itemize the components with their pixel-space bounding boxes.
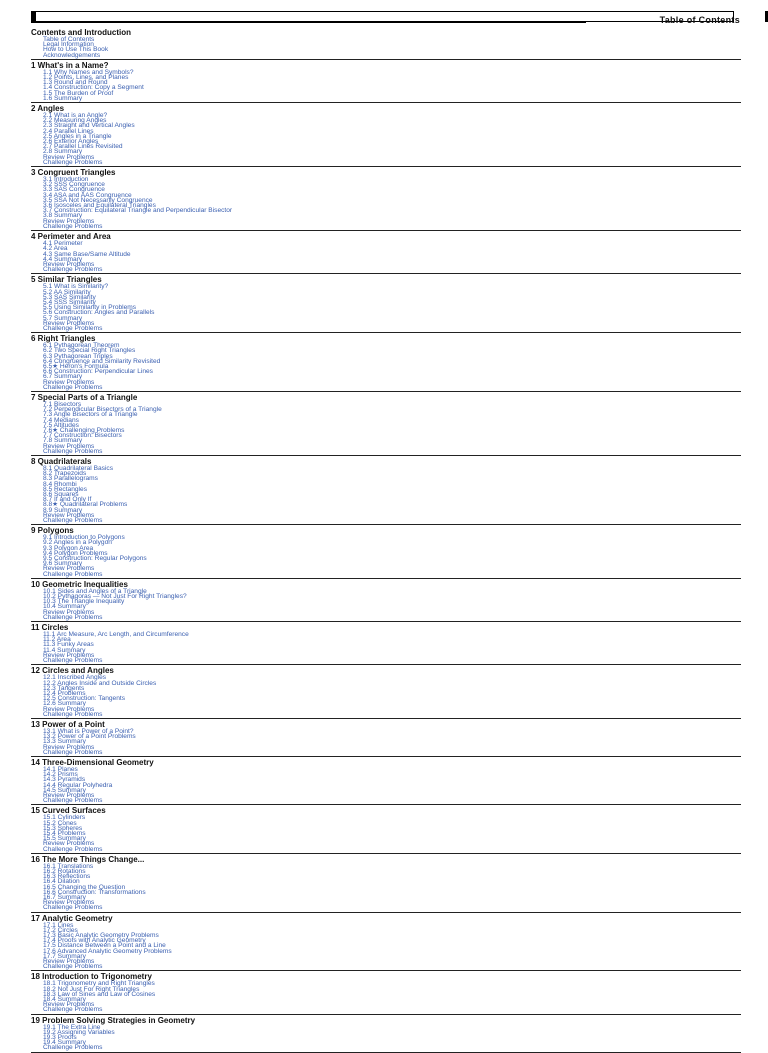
chapter-section (31, 972, 741, 1014)
toc-link[interactable]: 6.2 Two Special Right Triangles (43, 347, 136, 355)
table-of-contents (31, 27, 741, 1053)
toc-link[interactable]: 3.1 Introduction (43, 176, 89, 184)
toc-link[interactable]: 9.2 Angles in a Polygon (43, 539, 112, 547)
toc-link[interactable]: 7.6★ Challenging Problems (43, 426, 125, 434)
toc-link[interactable]: 9.1 Introduction to Polygons (43, 534, 125, 542)
chapter-title[interactable]: 18 Introduction to Trigonometry (31, 972, 152, 982)
chapter-title[interactable]: 9 Polygons (31, 526, 74, 536)
toc-link[interactable]: Review Problems (43, 791, 95, 799)
toc-link[interactable]: 2.1 What is an Angle? (43, 112, 108, 120)
chapter-title[interactable]: 14 Three-Dimensional Geometry (31, 757, 154, 767)
toc-link[interactable]: 7.8 Summary (43, 437, 83, 445)
toc-link[interactable]: Review Problems (43, 1001, 95, 1009)
toc-link[interactable]: 14.1 Planes (43, 765, 78, 773)
chapter-section (31, 61, 741, 103)
toc-link[interactable]: 3.4 ASA and AAS Congruence (43, 191, 132, 199)
toc-link[interactable]: Review Problems (43, 565, 95, 573)
toc-link[interactable]: 6.6 Construction: Perpendicular Lines (43, 368, 153, 376)
toc-link[interactable]: 11.1 Arc Measure, Arc Length, and Circumference (43, 631, 189, 639)
toc-link[interactable]: 13.3 Summary (43, 738, 86, 746)
toc-link[interactable]: 15.2 Cones (43, 819, 77, 827)
toc-link[interactable]: Review Problems (43, 217, 95, 225)
toc-link[interactable]: 6.3 Pythagorean Triples (43, 352, 113, 360)
toc-link[interactable]: 5.5 Using Similarity in Problems (43, 304, 137, 312)
toc-link[interactable]: 4.4 Summary (43, 255, 83, 263)
toc-link[interactable]: 8.1 Quadrilateral Basics (43, 465, 114, 472)
toc-link[interactable]: 3.6 Isosceles and Equilateral Triangles (43, 202, 156, 210)
toc-link[interactable]: 7.2 Perpendicular Bisectors of a Triangle (43, 406, 162, 414)
toc-link[interactable]: 14.3 Pyramids (43, 776, 86, 784)
toc-link[interactable]: 8.5 Rectangles (43, 485, 87, 493)
toc-link[interactable]: 5.1 What is Similarity? (43, 283, 109, 291)
header-marker-left (31, 11, 36, 22)
chapter-title[interactable]: 7 Special Parts of a Triangle (31, 392, 138, 402)
toc-link[interactable]: 7.7 Construction: Bisectors (43, 432, 122, 440)
toc-link[interactable]: 17.5 Distance Between a Point and a Line (43, 942, 166, 950)
toc-link[interactable]: Review Problems (43, 899, 95, 907)
chapter-title[interactable]: 12 Circles and Angles (31, 666, 114, 676)
chapter-title[interactable]: 1 What's in a Name? (31, 60, 109, 70)
toc-link[interactable]: 7.1 Bisectors (43, 400, 82, 408)
toc-link[interactable]: 18.2 Not Just For Right Triangles (43, 985, 140, 993)
toc-link[interactable]: Challenge Problems (43, 845, 103, 853)
toc-link[interactable]: 2.6 Exterior Angles (43, 138, 99, 146)
toc-link[interactable]: Review Problems (43, 260, 95, 268)
chapter-section (31, 1016, 741, 1053)
toc-link[interactable]: 3.3 SAS Congruence (43, 186, 105, 194)
toc-link[interactable]: How to Use This Book (43, 46, 109, 54)
toc-link[interactable]: Review Problems (43, 958, 95, 966)
toc-link[interactable]: 19.4 Summary (43, 1039, 86, 1047)
toc-link[interactable]: 10.4 Summary (43, 603, 86, 611)
toc-link[interactable]: 14.5 Summary (43, 786, 86, 794)
toc-link[interactable]: Review Problems (43, 608, 95, 616)
toc-link[interactable]: 17.4 Proofs with Analytic Geometry (43, 937, 146, 945)
toc-link[interactable]: 11.2 Area (43, 636, 71, 644)
chapter-section (31, 526, 741, 579)
chapter-title[interactable]: 17 Analytic Geometry (31, 913, 113, 923)
toc-link[interactable]: 5.7 Summary (43, 314, 83, 322)
toc-link[interactable]: 11.3 Funky Areas (43, 641, 94, 649)
toc-link[interactable]: 12.3 Tangents (43, 684, 85, 692)
toc-link[interactable]: 1.3 Round and Round (43, 79, 108, 87)
toc-link[interactable]: Review Problems (43, 705, 95, 713)
toc-link[interactable]: 16.4 Dilation (43, 878, 80, 886)
toc-link[interactable]: 7.3 Angle Bisectors of a Triangle (43, 411, 138, 419)
toc-link[interactable]: Challenge Problems (43, 266, 103, 274)
toc-link[interactable]: 19.1 The Extra Line (43, 1023, 101, 1031)
toc-link[interactable]: 17.7 Summary (43, 952, 86, 960)
toc-link[interactable]: Review Problems (43, 442, 95, 450)
toc-link[interactable]: 16.2 Rotations (43, 867, 86, 875)
toc-link[interactable]: 2.7 Parallel Lines Revisited (43, 143, 123, 151)
toc-link[interactable]: 12.1 Inscribed Angles (43, 674, 107, 682)
toc-link[interactable]: Challenge Problems (43, 570, 103, 578)
chapter-section (31, 914, 741, 972)
toc-link[interactable]: Challenge Problems (43, 613, 103, 621)
toc-link[interactable]: Review Problems (43, 651, 95, 659)
toc-link[interactable]: Challenge Problems (43, 797, 103, 805)
chapter-title[interactable]: 4 Perimeter and Area (31, 232, 111, 242)
chapter-title[interactable]: 16 The More Things Change... (31, 854, 145, 864)
chapter-section (31, 275, 741, 333)
toc-link[interactable]: 5.2 AA Similarity (43, 288, 91, 296)
toc-link[interactable]: Review Problems (43, 153, 95, 161)
toc-link[interactable]: Challenge Problems (43, 1006, 103, 1014)
header-frame (31, 11, 734, 22)
chapter-title[interactable]: 5 Similar Triangles (31, 275, 102, 285)
toc-link[interactable]: Challenge Problems (43, 383, 103, 391)
toc-link[interactable]: 13.2 Power of a Point Problems (43, 733, 136, 741)
toc-link[interactable]: 15.4 Problems (43, 829, 86, 837)
toc-link[interactable]: 14.4 Regular Polyhedra (43, 781, 113, 789)
toc-link[interactable]: 2.5 Angles in a Triangle (43, 132, 112, 140)
header-rule (31, 22, 586, 23)
toc-link[interactable]: 2.8 Summary (43, 148, 83, 156)
chapter-section (31, 28, 741, 60)
toc-link[interactable]: 1.2 Points, Lines, and Planes (43, 74, 129, 82)
toc-link[interactable]: 15.5 Summary (43, 835, 86, 843)
toc-link[interactable]: Challenge Problems (43, 710, 103, 718)
toc-link[interactable]: Challenge Problems (43, 222, 103, 230)
toc-link[interactable]: Challenge Problems (43, 517, 103, 525)
toc-link[interactable]: Legal Information (43, 41, 94, 49)
toc-link[interactable]: 16.7 Summary (43, 894, 86, 901)
toc-link[interactable]: 12.6 Summary (43, 700, 86, 708)
toc-link[interactable]: 9.4 Polygon Problems (43, 549, 108, 557)
toc-link[interactable]: 3.8 Summary (43, 212, 83, 220)
toc-link[interactable]: 8.4 Rhombi (43, 480, 77, 488)
toc-link[interactable]: 11.4 Summary (43, 646, 86, 654)
toc-link[interactable]: 6.7 Summary (43, 373, 83, 381)
chapter-section (31, 666, 741, 719)
toc-link[interactable]: 5.4 SSS Similarity (43, 298, 96, 306)
toc-link[interactable]: 3.5 SSA Not Necessarily Congruence (43, 196, 153, 204)
chapter-title[interactable]: 13 Power of a Point (31, 719, 105, 729)
toc-link[interactable]: 5.6 Construction: Angles and Parallels (43, 309, 155, 317)
page-title: Table of Contents (659, 15, 740, 25)
toc-link[interactable]: 1.5 The Burden of Proof (43, 89, 114, 97)
chapter-section (31, 623, 741, 665)
chapter-title[interactable]: 2 Angles (31, 104, 65, 114)
toc-link[interactable]: 4.3 Same Base/Same Altitude (43, 250, 131, 258)
toc-link[interactable]: 15.3 Spheres (43, 824, 83, 832)
toc-link[interactable]: 1.4 Construction: Copy a Segment (43, 84, 144, 92)
chapter-section (31, 168, 741, 231)
toc-link[interactable]: 17.6 Advanced Analytic Geometry Problems (43, 947, 172, 955)
chapter-title[interactable]: 6 Right Triangles (31, 334, 96, 344)
toc-link[interactable]: Challenge Problems (43, 657, 103, 665)
toc-link[interactable]: 13.1 What is Power of a Point? (43, 727, 134, 735)
toc-link[interactable]: 17.3 Basic Analytic Geometry Problems (43, 932, 159, 940)
toc-link[interactable]: 8.8★ Quadrilateral Problems (43, 501, 128, 509)
toc-link[interactable]: 9.6 Summary (43, 560, 83, 568)
toc-link[interactable]: Acknowledgements (43, 51, 101, 59)
toc-link[interactable]: 9.5 Construction: Regular Polygons (43, 555, 147, 563)
chapter-title[interactable]: 3 Congruent Triangles (31, 168, 116, 178)
chapter-section (31, 457, 741, 525)
toc-link[interactable]: 1.1 Why Names and Symbols? (43, 68, 134, 76)
toc-link[interactable]: 16.3 Reflections (43, 873, 91, 881)
toc-link[interactable]: 4.2 Area (43, 245, 68, 253)
toc-link[interactable]: 16.1 Translations (43, 862, 94, 870)
toc-link[interactable]: 18.1 Trigonometry and Right Triangles (43, 980, 155, 988)
toc-link[interactable]: 10.2 Pythagoras — Not Just For Right Triangles? (43, 593, 187, 601)
chapter-title[interactable]: 15 Curved Surfaces (31, 806, 106, 816)
toc-link[interactable]: 4.1 Perimeter (43, 240, 83, 248)
chapter-section (31, 232, 741, 274)
toc-link[interactable]: Review Problems (43, 319, 95, 327)
toc-link[interactable]: 8.2 Trapezoids (43, 470, 87, 478)
toc-link[interactable]: 12.5 Construction: Tangents (43, 695, 125, 703)
toc-link[interactable]: Challenge Problems (43, 324, 103, 332)
toc-link[interactable]: 16.6 Construction: Transformations (43, 888, 146, 896)
toc-link[interactable]: 1.6 Summary (43, 94, 83, 102)
toc-link[interactable]: 5.3 SAS Similarity (43, 293, 96, 301)
toc-link[interactable]: 17.2 Circles (43, 926, 78, 934)
toc-link[interactable]: 9.3 Polygon Area (43, 544, 94, 552)
chapter-title[interactable]: Contents and Introduction (31, 28, 131, 37)
toc-link[interactable]: 18.3 Law of Sines and Law of Cosines (43, 990, 156, 998)
toc-link[interactable]: 6.1 Pythagorean Theorem (43, 342, 120, 350)
toc-link[interactable]: 19.2 Assigning Variables (43, 1028, 115, 1036)
toc-link[interactable]: 6.5★ Heron's Formula (43, 362, 109, 370)
toc-link[interactable]: 12.4 Problems (43, 689, 86, 697)
toc-link[interactable]: 8.9 Summary (43, 506, 83, 514)
toc-link[interactable]: 16.5 Changing the Question (43, 883, 126, 891)
chapter-section (31, 393, 741, 456)
chapter-title[interactable]: 8 Quadrilaterals (31, 457, 92, 466)
chapter-title[interactable]: 11 Circles (31, 623, 69, 633)
toc-link[interactable]: 3.2 SSS Congruence (43, 181, 105, 189)
chapter-section (31, 758, 741, 805)
chapter-section (31, 334, 741, 392)
chapter-section (31, 855, 741, 913)
toc-link[interactable]: Challenge Problems (43, 158, 103, 166)
toc-link[interactable]: Challenge Problems (43, 1044, 103, 1052)
toc-link[interactable]: Challenge Problems (43, 963, 103, 971)
chapter-title[interactable]: 10 Geometric Inequalities (31, 579, 128, 589)
toc-link[interactable]: Challenge Problems (43, 748, 103, 756)
toc-link[interactable]: 2.4 Parallel Lines (43, 127, 94, 135)
toc-link[interactable]: 7.5 Altitudes (43, 421, 79, 429)
toc-link[interactable]: 12.2 Angles Inside and Outside Circles (43, 679, 157, 687)
toc-link[interactable]: Review Problems (43, 511, 95, 519)
chapter-section (31, 720, 741, 757)
chapter-section (31, 806, 741, 853)
toc-link[interactable]: 2.3 Straight and Vertical Angles (43, 122, 135, 130)
toc-link[interactable]: 8.3 Parallelograms (43, 475, 98, 483)
toc-link[interactable]: 14.2 Prisms (43, 771, 78, 779)
toc-link[interactable]: 19.3 Proofs (43, 1034, 77, 1042)
toc-link[interactable]: Review Problems (43, 840, 95, 848)
toc-link[interactable]: 3.7 Construction: Equilateral Triangle and Perpendicular Bisector (43, 207, 233, 215)
toc-link[interactable]: 8.6 Squares (43, 491, 79, 499)
toc-link[interactable]: 2.2 Measuring Angles (43, 117, 107, 125)
toc-link[interactable]: 15.1 Cylinders (43, 814, 86, 822)
toc-link[interactable]: 17.1 Lines (43, 921, 74, 929)
toc-link[interactable]: 6.4 Congruence and Similarity Revisited (43, 357, 161, 365)
chapter-section (31, 580, 741, 622)
toc-link[interactable]: 10.1 Sides and Angles of a Triangle (43, 587, 147, 595)
toc-link[interactable]: Table of Contents (43, 36, 95, 43)
toc-link[interactable]: Review Problems (43, 743, 95, 751)
toc-link[interactable]: Challenge Problems (43, 447, 103, 455)
toc-link[interactable]: Challenge Problems (43, 904, 103, 912)
toc-link[interactable]: 10.3 The Triangle Inequality (43, 598, 125, 606)
toc-link[interactable]: 8.7 If and Only If (43, 496, 92, 504)
chapter-title[interactable]: 19 Problem Solving Strategies in Geometry (31, 1015, 196, 1025)
chapter-section (31, 104, 741, 167)
toc-link[interactable]: 18.4 Summary (43, 996, 86, 1004)
toc-link[interactable]: Review Problems (43, 378, 95, 386)
toc-link[interactable]: 7.4 Medians (43, 416, 79, 424)
